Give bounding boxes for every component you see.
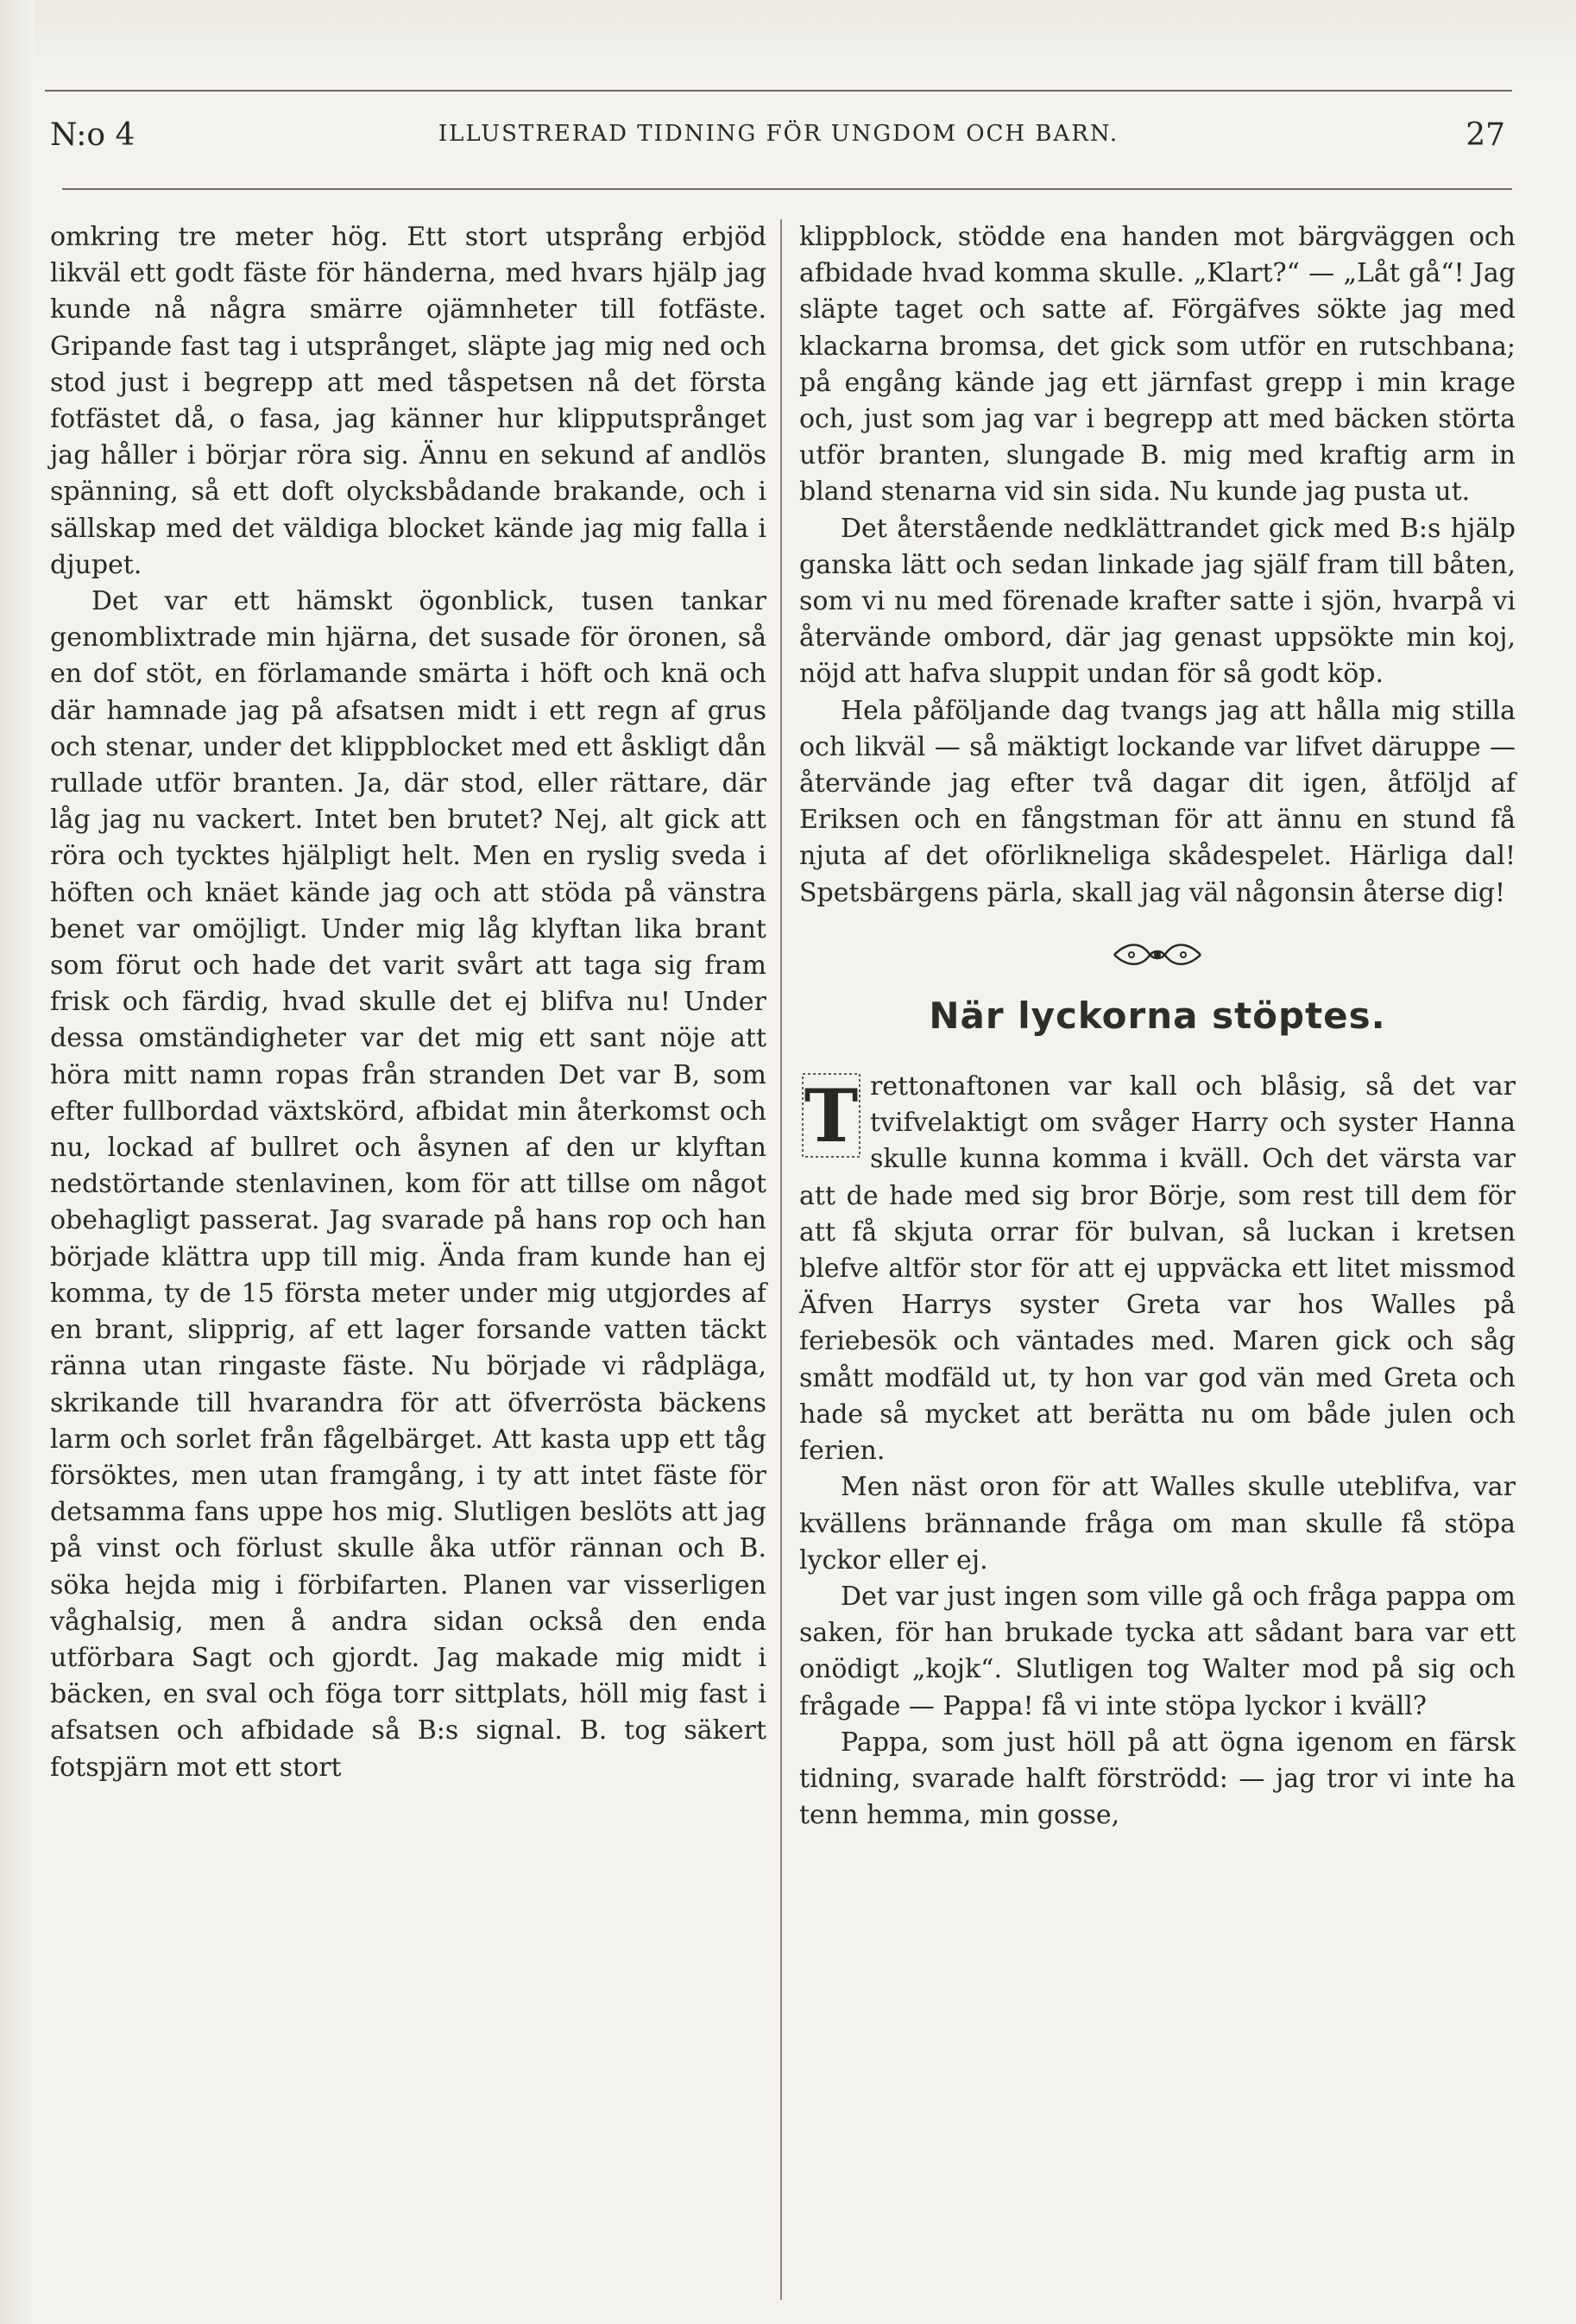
right-column	[799, 219, 1516, 1834]
scan-top-edge	[0, 0, 1576, 83]
right-paragraph-4	[799, 1069, 1516, 1469]
right-paragraph-5: Men näst oron för att Walles skulle uteblifva, var kvällens brännande fråga om man skulle få stöpa lyckor eller ej.	[799, 1472, 1516, 1576]
column-divider	[780, 219, 782, 2300]
right-paragraph-6: Det var just ingen som ville gå och fråga pappa om saken, för han brukade tycka att sådant bara var ett onödigt „kojk“. Slutligen tog Walter mod på sig och frågade — Pappa! få vi inte stöpa lyckor i kväll?	[799, 1581, 1516, 1721]
left-column	[50, 219, 766, 1786]
ornament-divider-icon	[799, 931, 1516, 979]
header-top-rule	[45, 90, 1512, 92]
paragraph-4-text: rettonaftonen var kall och blåsig, så det var tvifvelaktigt om svåger Harry och syster Hanna skulle kunna komma i kväll. Och det värsta var att de hade med sig bror Börje, som rest till dem för att få skjuta orrar för bulvan, så luckan i kretsen blefve altför stor för att ej uppväcka ett litet missmod Äfven Harrys syster Greta var hos Walles på feriebesök och väntades med. Maren gick och såg smått modfäld ut, ty hon var god vän med Greta och hade så mycket att berätta nu om både julen och ferien.	[799, 1071, 1516, 1467]
right-paragraph-3: Hela påföljande dag tvangs jag att hålla mig stilla och likväl — så mäktigt lockande var lifvet däruppe — återvände jag efter två dagar dit igen, åtföljd af Eriksen och en fångstman för att ännu en stund få njuta af det oförlikneliga skådespelet. Härliga dal! Spetsbärgens pärla, skall jag väl någonsin återse dig!	[799, 695, 1516, 908]
issue-number: N:o 4	[50, 117, 136, 153]
newspaper-page	[45, 83, 1516, 2293]
right-paragraph-2: Det återstående nedklättrandet gick med B:s hjälp ganska lätt och sedan linkade jag själf fram till båten, som vi nu med förenade krafter satte i sjön, hvarpå vi återvände ombord, där jag genast uppsökte min koj, nöjd att hafva sluppit undan för så godt köp.	[799, 513, 1516, 690]
right-paragraph-7: Pappa, som just höll på att ögna igenom en färsk tidning, svarade halft förströdd: — jag tror vi inte ha tenn hemma, min gosse,	[799, 1727, 1516, 1831]
scan-left-edge	[0, 0, 35, 2324]
left-paragraph-2: Det var ett hämskt ögonblick, tusen tankar genomblixtrade min hjärna, det susade för öronen, så en dof stöt, en förlamande smärta i höft och knä och där hamnade jag på afsatsen midt i ett regn af grus och stenar, under det klippblocket med ett åskligt dån rullade utför branten. Ja, där stod, eller rättare, där låg jag nu vackert. Intet ben brutet? Nej, alt gick att röra och tycktes hjälpligt helt. Men en ryslig sveda i höften och knäet kände jag och att stöda på vänstra benet var omöjligt. Under mig låg klyftan lika brant som förut och hade det varit svårt att taga sig fram frisk och färdig, hvad skulle det ej blifva nu! Under dessa omständigheter var det mig ett sant nöje att höra mitt namn ropas från stranden Det var B, som efter fullbordad växtskörd, afbidat min återkomst och nu, lockad af bullret och åsynen af den ur klyftan nedstörtande stenlavinen, kom för att tillse om något obehagligt passerat. Jag svarade på hans rop och han började klättra upp till mig. Ända fram kunde han ej komma, ty de 15 första meter under mig utgjordes af en brant, slipprig, af ett lager forsande vatten täckt ränna utan ringaste fäste. Nu började vi rådpläga, skrikande till hvarandra för att öfverrösta bäckens larm och sorlet från fågelbärget. Att kasta upp ett tåg försöktes, men utan framgång, i ty att intet fäste för detsamma fans uppe hos mig. Slutligen beslöts att jag på vinst och förlust skulle åka utför rännan och B. söka hejda mig i förbifarten. Planen var visserligen våghalsig, men å andra sidan också den enda utförbara Sagt och gjordt. Jag makade mig midt i bäcken, en sval och föga torr sittplats, höll mig fast i afsatsen och afbidade så B:s signal. B. tog säkert fotspjärn mot ett stort	[50, 586, 766, 1783]
page-number: 27	[1466, 117, 1505, 153]
dropcap-t-icon	[799, 1070, 863, 1160]
left-paragraph-1: omkring tre meter hög. Ett stort utsprång erbjöd likväl ett godt fäste för händerna, med hvars hjälp jag kunde nå några smärre ojämnheter till fotfäste. Gripande fast tag i utsprånget, släpte jag mig ned och stod just i begrepp att med tåspetsen nå det första fotfästet då, o fasa, jag känner hur klipputsprånget jag håller i börjar röra sig. Ännu en sekund af andlös spänning, så ett doft olycksbådande brakande, och i sällskap med det väldiga blocket kände jag mig falla i djupet.	[50, 222, 766, 580]
page-header	[45, 83, 1512, 180]
publication-title: ILLUSTRERAD TIDNING FÖR UNGDOM OCH BARN.	[438, 121, 1119, 147]
article-headline: När lyckorna stöptes.	[929, 994, 1386, 1037]
svg-text:T: T	[804, 1073, 859, 1159]
right-paragraph-1: klippblock, stödde ena handen mot bärgväggen och afbidade hvad komma skulle. „Klart?“ — „Låt gå“! Jag släpte taget och satte af. Förgäfves sökte jag med klackarna bromsa, det gick som utför en rutschbana; på engång kände jag ett järnfast grepp i min krage och, just som jag var i begrepp att med bäcken störta utför branten, slungade B. mig med kraftig arm in bland stenarna vid sin sida. Nu kunde jag pusta ut.	[799, 222, 1516, 508]
header-bottom-rule	[62, 188, 1512, 190]
